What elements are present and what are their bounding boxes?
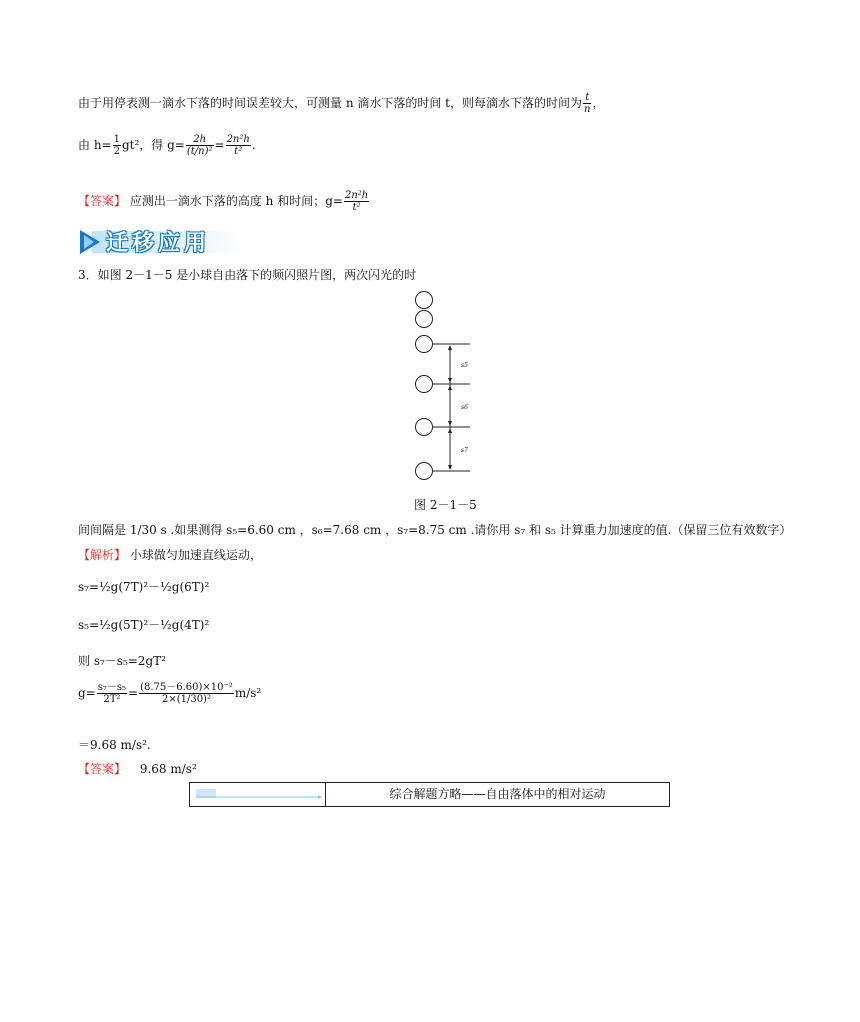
- table-title: 综合解题方略——自由落体中的相对运动: [389, 787, 606, 801]
- label-s7: s7: [461, 447, 468, 454]
- fraction-values: $\frac{\text{(8.75－6.60)×10⁻²}}{\text{2×(1/30)²}}$: [140, 682, 233, 705]
- answer-tag: 【答案】: [78, 194, 127, 208]
- answer-2-tag: 【答案】: [78, 762, 127, 776]
- equation-4: g= $\frac{\text{s₇－s₅}}{\text{2T²}}$ = $\frac{\text{(8.75－6.60)×10⁻²}}{\text{2×(1/30)²}}$ m/s²: [78, 682, 262, 705]
- strategy-table: [189, 782, 670, 807]
- strobe-figure: [410, 290, 480, 485]
- answer-1: 【答案】 应测出一滴水下落的高度 h 和时间；g= $\frac{\text{2n²h}}{\text{t²}}$: [78, 190, 369, 213]
- fraction-s7-s5: $\frac{\text{s₇－s₅}}{\text{2T²}}$: [97, 682, 127, 705]
- solution-intro: 【解析】 小球做匀加速直线运动，: [78, 548, 262, 562]
- equation-5: ＝9.68 m/s².: [78, 738, 151, 752]
- paragraph-1-text: 由于用停表测一滴水下落的时间误差较大，可测量 n 滴水下落的时间 t，则每滴水下落的时间为: [78, 96, 582, 110]
- answer-2: 【答案】 9.68 m/s²: [78, 762, 197, 776]
- fraction-t-over-n: $\frac{t}{n}$: [584, 92, 591, 115]
- question-line-2: 间间隔是 1/30 s .如果测得 s₅=6.60 cm ，s₆=7.68 cm ，s₇=8.75 cm .请你用 s₇ 和 s₅ 计算重力加速度的值.（保留三位有效数字）: [78, 523, 792, 537]
- fraction-2h: $\frac{2h}{\text{(t/n)²}}$: [186, 134, 213, 157]
- banner-title: 迁移应用: [106, 231, 211, 256]
- equation-2: s₅=½g(5T)²－½g(4T)²: [78, 618, 210, 632]
- ball-2: [416, 311, 433, 328]
- paragraph-1: 由于用停表测一滴水下落的时间误差较大，可测量 n 滴水下落的时间 t，则每滴水下落的时间为 $\frac{t}{n}$ ，: [78, 92, 605, 115]
- ball-4: [416, 376, 433, 393]
- solution-tag: 【解析】: [78, 548, 127, 562]
- label-s6: s6: [461, 404, 468, 411]
- question-line-1: 3．如图 2－1－5 是小球自由落下的频闪照片图，两次闪光的时: [78, 268, 417, 282]
- equation-3: 则 s₇－s₅=2gT²: [78, 654, 166, 668]
- ball-3: [416, 336, 433, 353]
- fraction-2n2h: $\frac{\text{2n²h}}{\text{t²}}$: [226, 134, 250, 157]
- paragraph-2: 由 h= $\frac{1}{2}$ gt²，得 g= $\frac{2h}{\text{(t/n)²}}$ = $\frac{\text{2n²h}}{\text{t²}}$ .: [78, 134, 256, 157]
- ball-5: [416, 419, 433, 436]
- fraction-half: $\frac{1}{2}$: [113, 134, 120, 157]
- link-thumbnail-icon: [190, 783, 325, 806]
- ball-6: [416, 463, 433, 480]
- table-cell-link[interactable]: [190, 783, 326, 806]
- ball-1: [416, 292, 433, 309]
- equation-1: s₇=½g(7T)²－½g(6T)²: [78, 580, 210, 594]
- label-s5: s5: [461, 362, 468, 369]
- answer-fraction: $\frac{\text{2n²h}}{\text{t²}}$: [344, 190, 369, 213]
- figure-caption: 图 2－1－5: [414, 498, 477, 512]
